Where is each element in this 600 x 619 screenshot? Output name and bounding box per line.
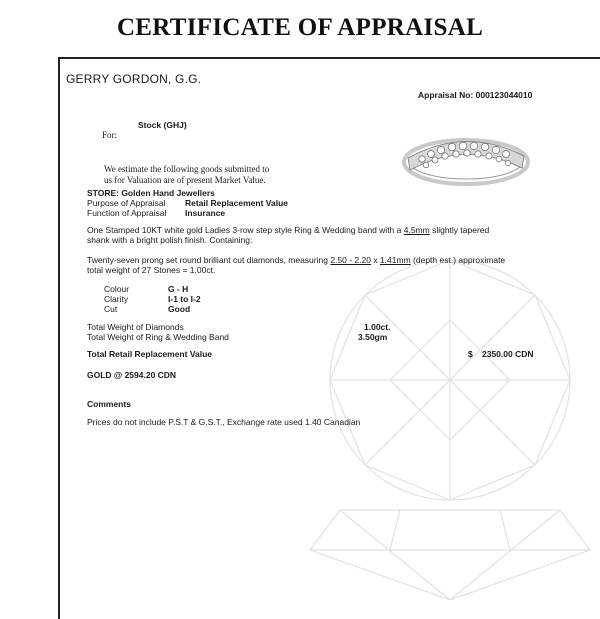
total-ring-label: Total Weight of Ring & Wedding Band bbox=[87, 332, 229, 342]
comments-text: Prices do not include P.S.T & G.S.T., Exchange rate used 1.40 Canadian bbox=[87, 417, 361, 427]
stock-code: Stock (GHJ) bbox=[138, 120, 187, 130]
purpose-label: Purpose of Appraisal bbox=[87, 198, 166, 208]
certificate-title: CERTIFICATE OF APPRAISAL bbox=[116, 14, 484, 41]
total-ring-value: 3.50gm bbox=[358, 332, 388, 342]
total-diamonds-label: Total Weight of Diamonds bbox=[87, 322, 184, 332]
store-name: STORE: Golden Hand Jewellers bbox=[87, 188, 215, 198]
replacement-currency: $ bbox=[468, 349, 473, 359]
comments-heading: Comments bbox=[87, 399, 131, 409]
clarity-label: Clarity bbox=[104, 294, 129, 304]
function-value: Insurance bbox=[185, 208, 226, 218]
cut-value: Good bbox=[168, 304, 191, 314]
cut-label: Cut bbox=[104, 304, 118, 314]
ring-photo-icon bbox=[400, 128, 530, 190]
total-diamonds-value: 1.00ct. bbox=[364, 322, 391, 332]
description-line-2: shank with a bright polish finish. Containing: bbox=[87, 235, 253, 245]
estimate-line-1: We estimate the following goods submitted to bbox=[104, 164, 270, 174]
purpose-value: Retail Replacement Value bbox=[185, 198, 288, 208]
gold-price: GOLD @ 2594.20 CDN bbox=[87, 370, 177, 380]
clarity-value: I-1 to I-2 bbox=[168, 294, 201, 304]
estimate-line-2: us for Valuation are of present Market Value. bbox=[104, 175, 266, 185]
appraiser-name: GERRY GORDON, G.G. bbox=[66, 72, 202, 86]
appraisal-number: Appraisal No: 000123044010 bbox=[418, 90, 533, 100]
colour-value: G - H bbox=[168, 284, 189, 294]
colour-label: Colour bbox=[104, 284, 130, 294]
stones-line-1: Twenty-seven prong set round brilliant cut diamonds, measuring 2.50 - 2.20 x 1.41mm (depth est.) approximate bbox=[87, 255, 506, 265]
function-label: Function of Appraisal bbox=[87, 208, 167, 218]
description-line-1: One Stamped 10KT white gold Ladies 3-row step style Ring & Wedding band with a 4.5mm slightly tapered bbox=[87, 225, 490, 235]
replacement-label: Total Retail Replacement Value bbox=[87, 349, 213, 359]
for-label: For: bbox=[102, 130, 118, 140]
stones-line-2: total weight of 27 Stones = 1.00ct. bbox=[87, 265, 216, 275]
replacement-value: 2350.00 CDN bbox=[482, 349, 534, 359]
